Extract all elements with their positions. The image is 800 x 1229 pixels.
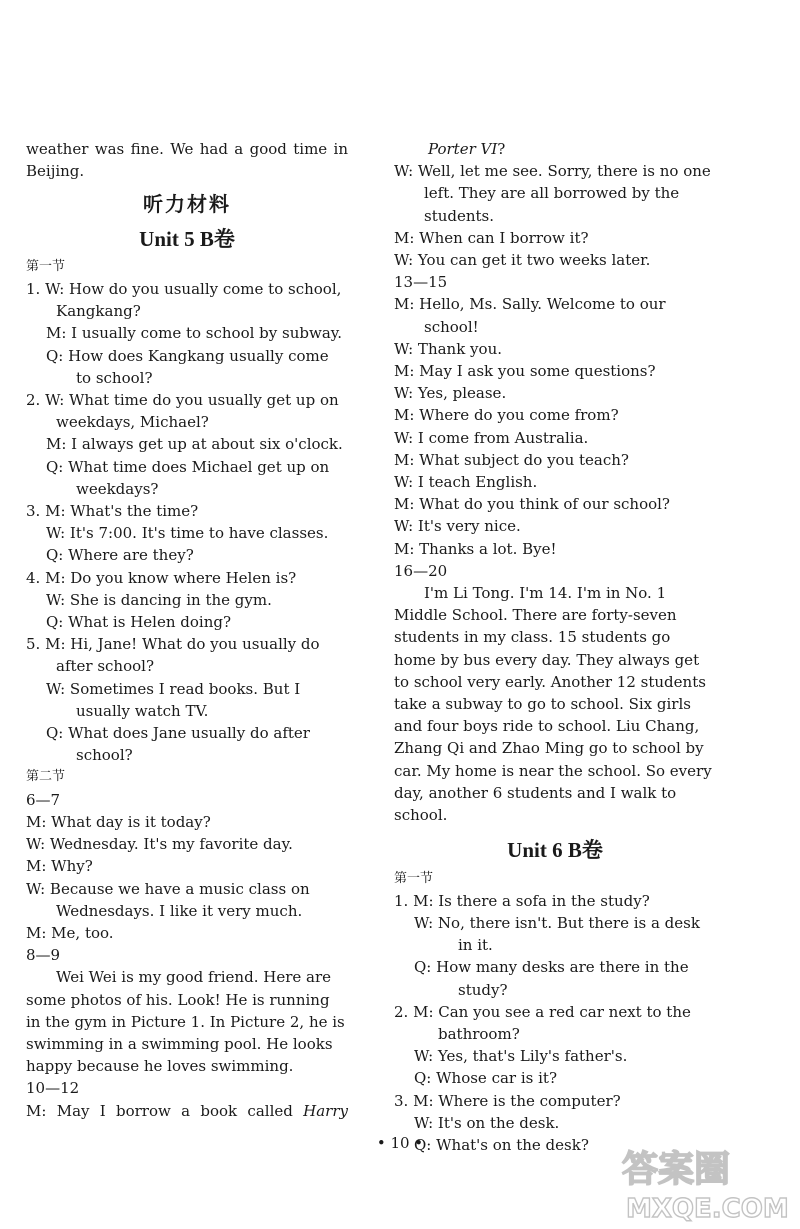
dialogue-line — [26, 1100, 348, 1122]
dialogue-line: M: What subject do you teach? — [394, 450, 629, 469]
dialogue-line: W: It's very nice. — [394, 517, 521, 536]
dialogue-line: 3. M: What's the time? — [26, 502, 199, 521]
unit-heading: Unit 6 B卷 — [507, 838, 603, 863]
passage-paragraph: I'm Li Tong. I'm 14. I'm in No. 1 Middle School. There are forty-seven students in my class. 15 students go home by bus every day. They always get to school very early. Another 12 students take a subway to go to school. Six girls and four boys ride to school. Liu Chang, Zhang Qi and Zhao Ming go to school by car. My home is near the school. So every day, another 6 students and I walk to school. — [394, 584, 712, 825]
dialogue-line: W: Yes, please. — [394, 384, 507, 403]
range-label: 10—12 — [26, 1079, 80, 1098]
section-label: 第二节 — [26, 769, 66, 785]
dialogue-line: Q: What does Jane usually do after school? — [46, 724, 310, 765]
dialogue-line: Q: How does Kangkang usually come to school? — [46, 346, 329, 387]
left-column — [26, 138, 348, 1122]
unit-heading: Unit 5 B卷 — [139, 226, 235, 251]
dialogue-line: Q: What time does Michael get up on weekdays? — [46, 457, 330, 498]
dialogue-line: M: Hello, Ms. Sally. Welcome to our school! — [394, 295, 666, 336]
dialogue-line: M: When can I borrow it? — [394, 228, 589, 247]
range-label: 8—9 — [26, 946, 61, 965]
passage-paragraph: Wei Wei is my good friend. Here are some photos of his. Look! He is running in the gym in Picture 1. In Picture 2, he is swimming in a swimming pool. He looks happy because he loves swimming. — [26, 968, 345, 1076]
dialogue-text: M: May I borrow a book called — [26, 1101, 293, 1120]
dialogue-line: 4. M: Do you know where Helen is? — [26, 568, 297, 587]
range-label: 16—20 — [394, 561, 448, 580]
dialogue-line: W: Yes, that's Lily's father's. — [414, 1047, 628, 1066]
range-label: 13—15 — [394, 273, 448, 292]
dialogue-line: M: I usually come to school by subway. — [46, 324, 343, 343]
dialogue-line: M: Where do you come from? — [394, 406, 619, 425]
dialogue-line: W: Because we have a music class on Wednesdays. I like it very much. — [26, 879, 310, 920]
text-line: weather was fine. We had a good time in — [26, 140, 348, 158]
dialogue-line: M: What do you think of our school? — [394, 495, 670, 514]
dialogue-line: 2. W: What time do you usually get up on weekdays, Michael? — [26, 391, 339, 432]
section-label: 第一节 — [394, 870, 434, 886]
dialogue-line: M: Me, too. — [26, 923, 114, 942]
section-label: 第一节 — [26, 258, 66, 274]
dialogue-line: Q: How many desks are there in the study? — [414, 958, 689, 999]
dialogue-line: M: Why? — [26, 857, 93, 876]
book-title-part: Harry — [303, 1101, 348, 1120]
dialogue-line: W: Well, let me see. Sorry, there is no one left. They are all borrowed by the students. — [394, 162, 711, 225]
dialogue-line: 3. M: Where is the computer? — [394, 1091, 621, 1110]
watermark-text: 答案圈 — [622, 1149, 731, 1190]
dialogue-line: W: Wednesday. It's my favorite day. — [26, 835, 293, 854]
dialogue-text: ? — [497, 140, 506, 158]
dialogue-line: 5. M: Hi, Jane! What do you usually do after school? — [26, 635, 320, 676]
dialogue-line: 1. M: Is there a sofa in the study? — [394, 891, 650, 910]
dialogue-line: 2. M: Can you see a red car next to the bathroom? — [394, 1002, 691, 1043]
dialogue-line: M: What day is it today? — [26, 812, 211, 831]
dialogue-line: W: I teach English. — [394, 473, 538, 492]
dialogue-line: W: She is dancing in the gym. — [46, 590, 272, 609]
dialogue-line: W: You can get it two weeks later. — [394, 251, 651, 270]
text-line: Beijing. — [26, 162, 85, 181]
dialogue-line: W: Sometimes I read books. But I usually watch TV. — [46, 679, 301, 720]
dialogue-line: W: It's 7:00. It's time to have classes. — [46, 524, 329, 543]
dialogue-line: W: No, there isn't. But there is a desk in it. — [414, 913, 700, 955]
watermark-url: MXQE.COM — [626, 1194, 789, 1223]
watermark-logo — [616, 1135, 792, 1223]
section-title: 听力材料 — [143, 192, 231, 217]
dialogue-line: W: Thank you. — [394, 339, 502, 358]
page-number: • 10 • — [376, 1134, 424, 1152]
dialogue-line: W: I come from Australia. — [394, 428, 589, 447]
dialogue-line: Q: What's on the desk? — [414, 1135, 589, 1154]
dialogue-line: Q: Where are they? — [46, 546, 194, 565]
dialogue-line: M: May I ask you some questions? — [394, 362, 656, 381]
dialogue-line — [394, 138, 716, 160]
dialogue-line: Q: Whose car is it? — [414, 1069, 557, 1088]
dialogue-line: Q: What is Helen doing? — [46, 613, 231, 632]
dialogue-line: W: It's on the desk. — [414, 1113, 560, 1132]
dialogue-line: M: I always get up at about six o'clock. — [46, 435, 343, 454]
range-label: 6—7 — [26, 790, 61, 809]
dialogue-line: 1. W: How do you usually come to school, Kangkang? — [26, 280, 342, 321]
dialogue-line: M: Thanks a lot. Bye! — [394, 539, 557, 558]
book-title-part: Porter VI — [428, 140, 498, 158]
right-column — [394, 138, 716, 1156]
